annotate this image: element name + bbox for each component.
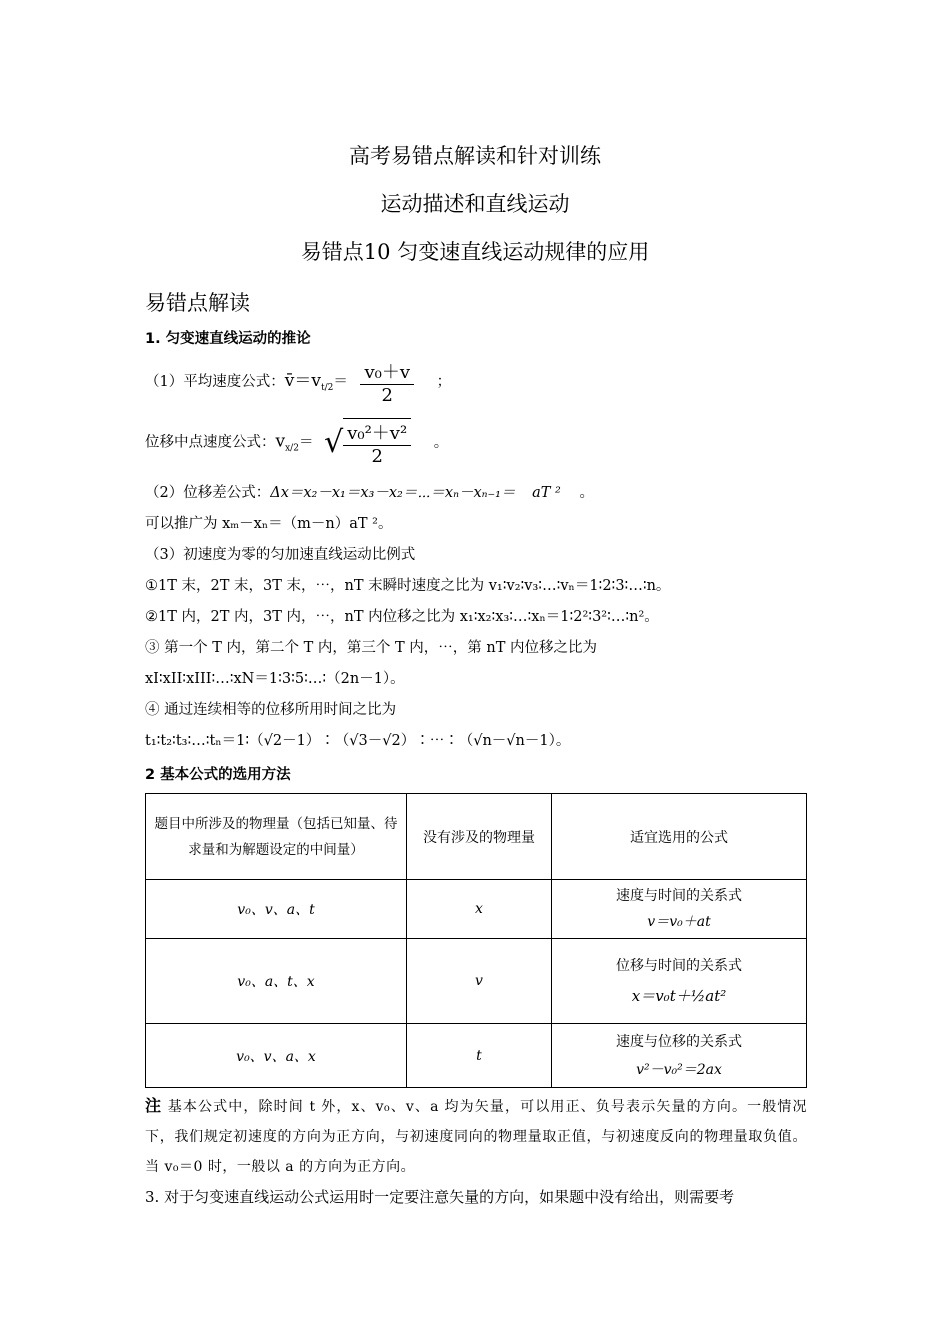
header-missing: 没有涉及的物理量 <box>407 794 552 880</box>
mid-sub: x/2 <box>285 443 299 454</box>
row1-name: 速度与时间的关系式 <box>616 888 742 904</box>
mid-end: 。 <box>433 434 449 451</box>
note-text: 基本公式中，除时间 t 外，x、v₀、v、a 均为矢量，可以用正、负号表示矢量的方向。一般情况下，我们规定初速度的方向为正方向，与初速度同向的物理量取正值，与初速度反向的物理量取负值。当 v₀＝0 时，一般以 a 的方向为正方向。 <box>145 1099 807 1175</box>
table-header-row <box>146 794 807 880</box>
row1-quantities: v₀、v、a、t <box>237 902 315 918</box>
ratio-2: ②1T 内，2T 内，3T 内，⋯，nT 内位移之比为 x₁∶x₂∶x₃∶…∶xₙ＝1∶2²∶3²∶…∶n²。 <box>145 609 659 625</box>
avg-den: 2 <box>381 385 393 406</box>
avg-sub: t/2 <box>320 382 334 393</box>
formula-table <box>145 793 807 1088</box>
diff-formula-line <box>145 481 594 502</box>
avg-end: ； <box>436 374 452 390</box>
row2-formula: x＝v₀t＋½at² <box>631 986 727 1005</box>
section-heading: 易错点解读 <box>145 291 250 315</box>
avg-lhs: v̄＝v <box>284 371 321 391</box>
diff-label: （2）位移差公式： <box>145 485 271 501</box>
row1-formula: v＝v₀＋at <box>647 914 711 930</box>
mid-den: 2 <box>371 446 383 467</box>
avg-fraction <box>360 358 414 406</box>
mid-lhs: v <box>275 431 286 452</box>
diff-formula: Δx＝x₂－x₁＝x₃－x₂＝⋯＝xₙ－xₙ₋₁＝ <box>270 485 516 501</box>
row2-quantities: v₀、a、t、x <box>237 974 315 990</box>
row2-name: 位移与时间的关系式 <box>616 957 742 974</box>
row3-missing: t <box>476 1047 482 1064</box>
diff-end: 。 <box>579 485 594 501</box>
note-label: 注 <box>145 1096 163 1115</box>
sqrt-icon: √ <box>324 425 344 460</box>
extend-line: 可以推广为 xₘ－xₙ＝（m－n）aT ²。 <box>145 516 393 532</box>
diff-result: aT ² <box>532 485 561 501</box>
note-paragraph <box>145 1091 807 1182</box>
avg-num: v₀＋v <box>360 358 414 385</box>
avg-label: （1）平均速度公式： <box>145 374 285 390</box>
mid-velocity-formula <box>145 418 448 472</box>
document-title: 高考易错点解读和针对训练 <box>349 144 601 168</box>
mid-fraction <box>343 418 411 467</box>
ratio-4b: t₁∶t₂∶t₃∶…∶tₙ＝1∶（√2－1）∶（√3－√2）∶⋯∶（√n－√n－1）。 <box>145 733 571 749</box>
table-row <box>146 1024 807 1088</box>
topic-title: 易错点10 匀变速直线运动规律的应用 <box>300 240 650 264</box>
mid-num: v₀²＋v² <box>343 419 411 446</box>
s2-heading: 2 基本公式的选用方法 <box>145 767 291 783</box>
mid-eq: ＝ <box>298 434 314 451</box>
row3-quantities: v₀、v、a、x <box>236 1048 316 1065</box>
ratio-3a: ③ 第一个 T 内，第二个 T 内，第三个 T 内，⋯，第 nT 内位移之比为 <box>145 640 598 656</box>
header-quantities: 题目中所涉及的物理量（包括已知量、待求量和为解题设定的中间量） <box>146 794 407 880</box>
table-row <box>146 880 807 939</box>
ratio-3b: xI∶xII∶xIII∶…∶xN＝1∶3∶5∶…∶（2n－1）。 <box>145 671 405 687</box>
table-row <box>146 939 807 1024</box>
avg-velocity-formula <box>145 358 451 404</box>
header-formula: 适宜选用的公式 <box>552 794 807 880</box>
mid-label: 位移中点速度公式： <box>145 434 276 451</box>
chapter-title: 运动描述和直线运动 <box>380 192 570 216</box>
s3-text: 3. 对于匀变速直线运动公式运用时一定要注意矢量的方向，如果题中没有给出，则需要考 <box>145 1188 735 1206</box>
row3-formula: v²－v₀²＝2ax <box>636 1061 722 1078</box>
ratio-1: ①1T 末，2T 末，3T 末，⋯，nT 末瞬时速度之比为 v₁∶v₂∶v₃∶…∶vₙ＝1∶2∶3∶…∶n。 <box>145 578 671 594</box>
avg-eq: ＝ <box>333 374 348 390</box>
row2-missing: v <box>475 973 483 989</box>
row3-name: 速度与位移的关系式 <box>616 1033 742 1050</box>
s1-heading: 1. 匀变速直线运动的推论 <box>145 331 311 347</box>
ratio-4a: ④ 通过连续相等的位移所用时间之比为 <box>145 702 397 718</box>
ratio-heading: （3）初速度为零的匀加速直线运动比例式 <box>145 547 416 563</box>
row1-missing: x <box>475 901 483 917</box>
